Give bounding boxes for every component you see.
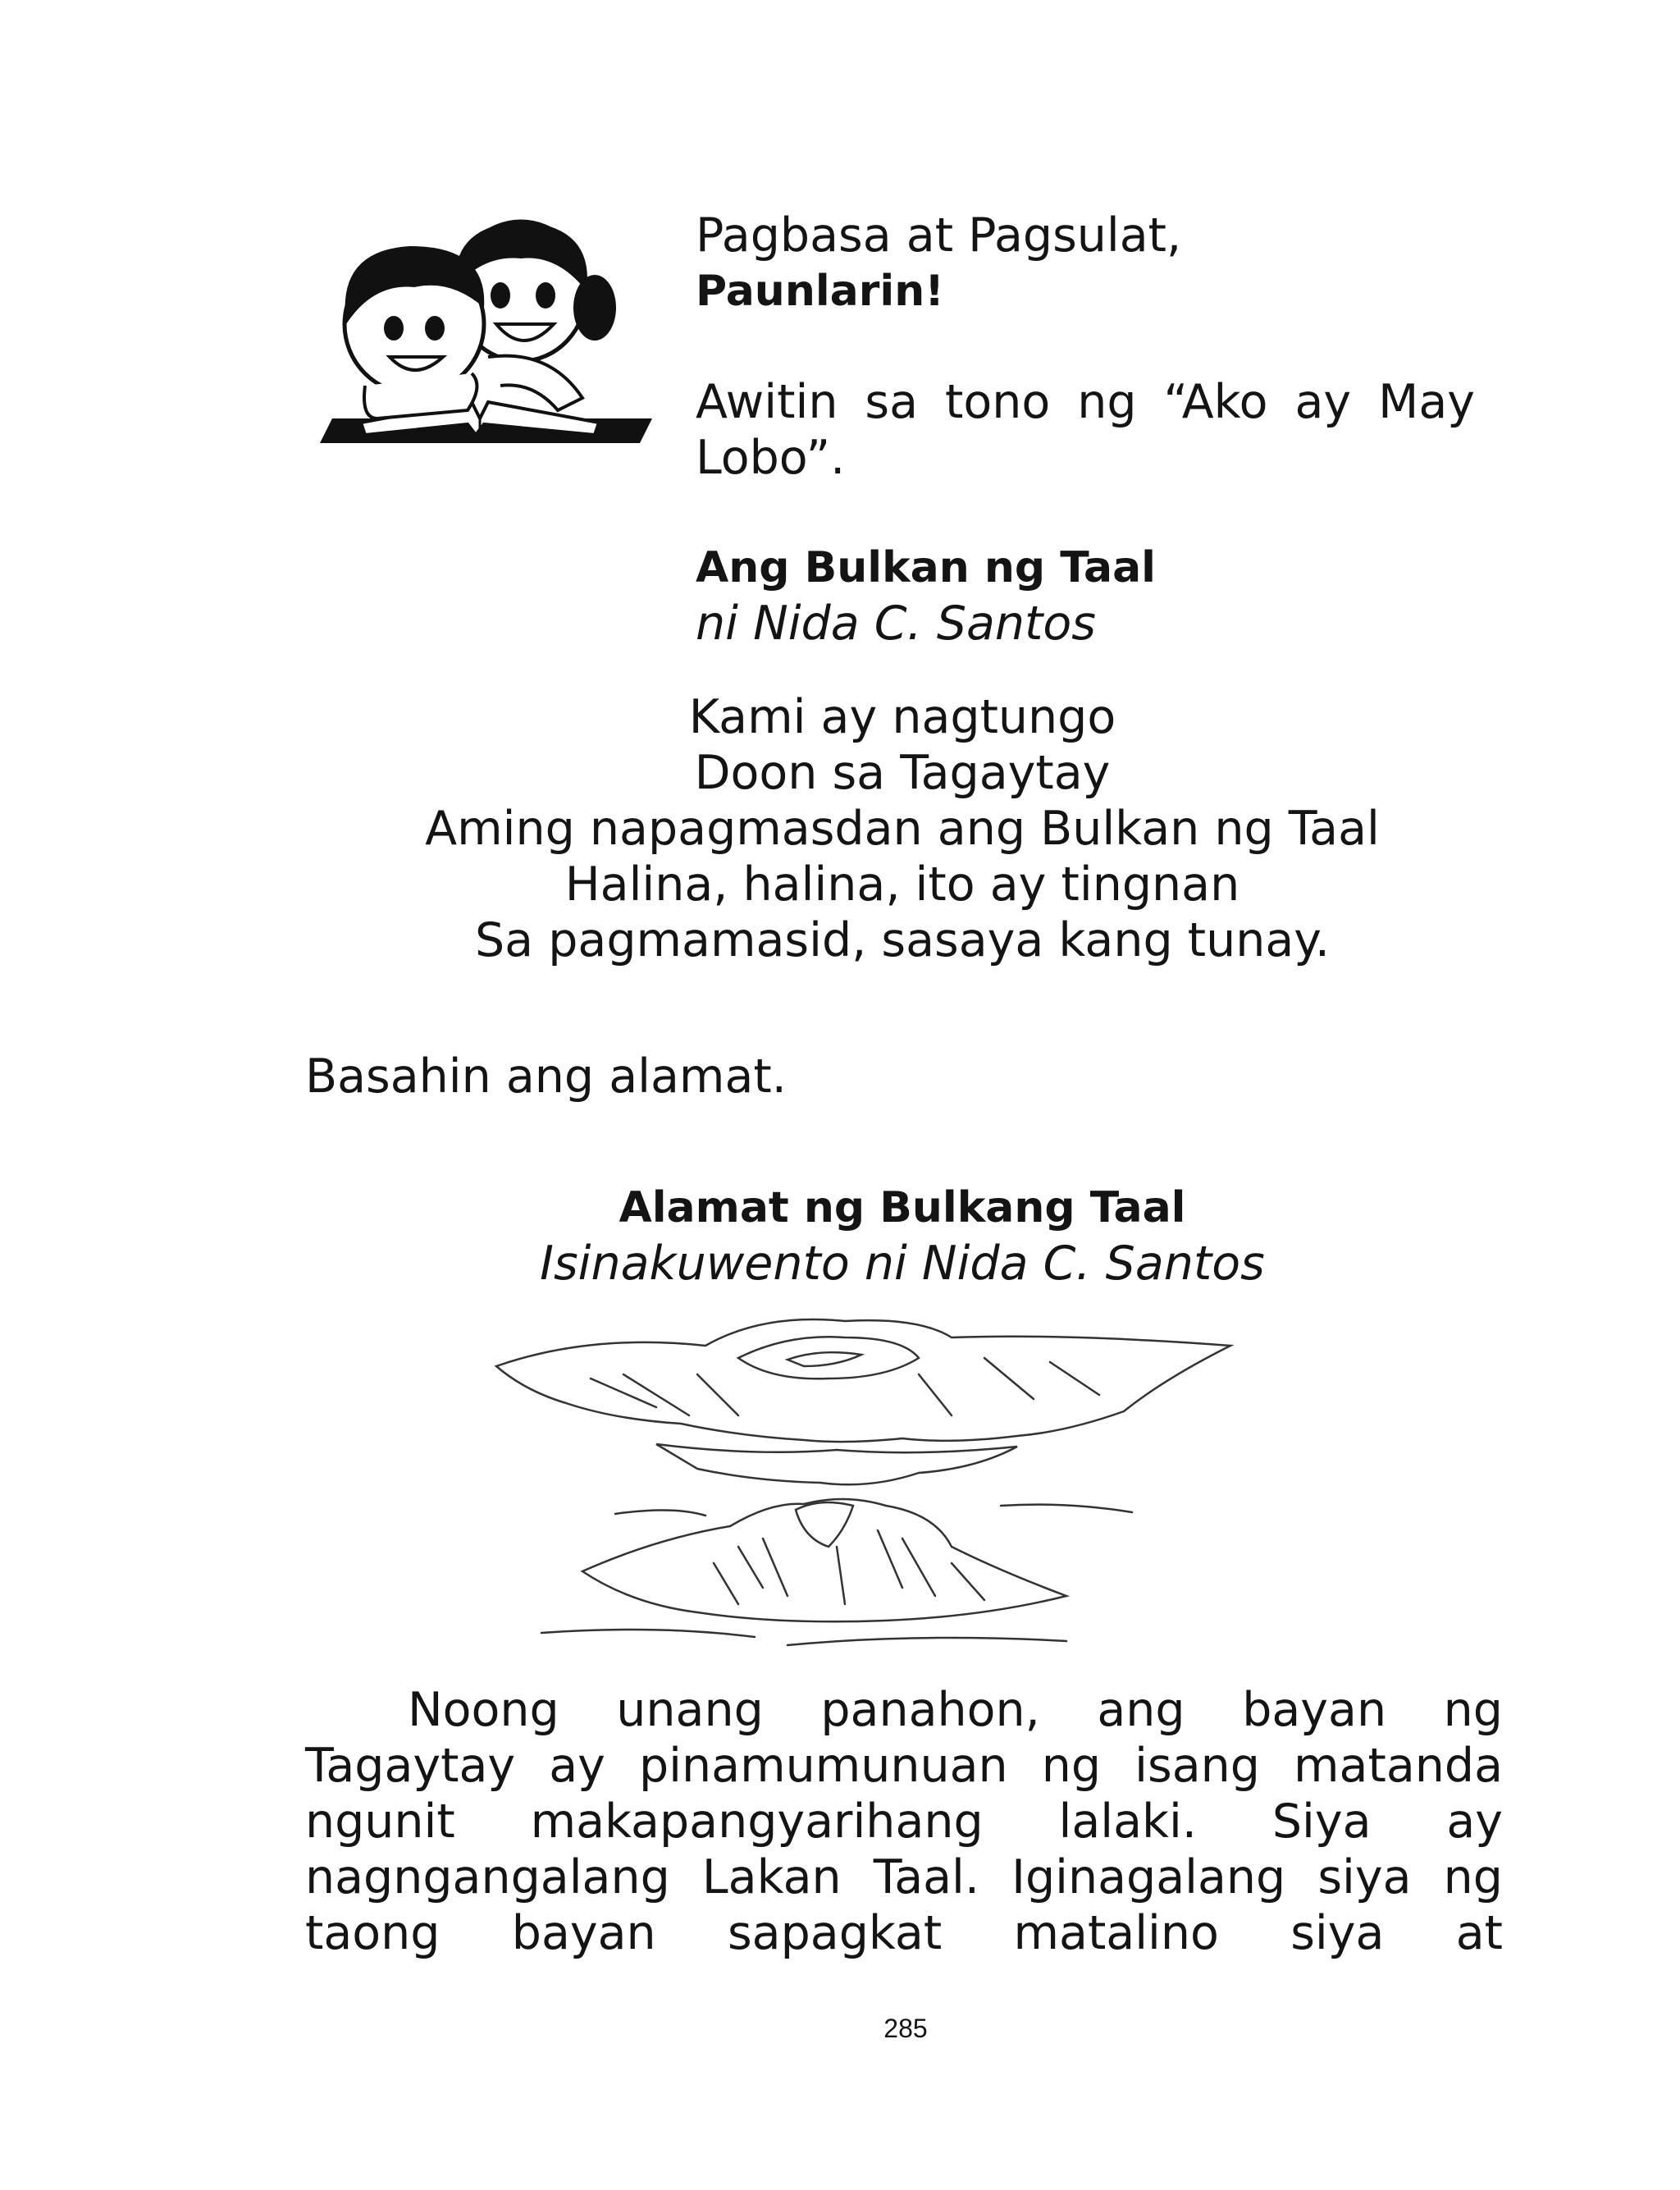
- song-lyrics: [328, 689, 1477, 968]
- song-instruction-line2: Lobo”.: [696, 431, 846, 485]
- song-author: ni Nida C. Santos: [696, 597, 1096, 651]
- paragraph-line: Tagaytay ay pinamumunuan ng isang matanda: [305, 1739, 1503, 1793]
- lyric-line: Kami ay nagtungo: [688, 690, 1116, 744]
- header: [696, 208, 1181, 319]
- paragraph-line: nagngangalang Lakan Taal. Iginagalang siya ng: [305, 1850, 1503, 1904]
- paragraph-line: ngunit makapangyarihang lalaki. Siya ay: [305, 1795, 1503, 1849]
- taal-volcano-illustration: [492, 1301, 1247, 1653]
- legend-title: Alamat ng Bulkang Taal: [619, 1183, 1186, 1232]
- lyric-line: Halina, halina, ito ay tingnan: [564, 857, 1240, 912]
- page-number: 285: [883, 2014, 928, 2043]
- read-instruction: Basahin ang alamat.: [305, 1049, 787, 1104]
- legend-heading: [328, 1180, 1477, 1292]
- paragraph-line: Noong unang panahon, ang bayan ng: [408, 1683, 1503, 1737]
- legend-paragraph: [305, 1682, 1503, 1961]
- paragraph-line: taong bayan sapagkat matalino siya at: [305, 1906, 1503, 1960]
- song-instruction-line1: Awitin sa tono ng “Ako ay May: [696, 375, 1475, 429]
- legend-author: Isinakuwento ni Nida C. Santos: [540, 1237, 1265, 1291]
- lyric-line: Doon sa Tagaytay: [694, 746, 1111, 800]
- header-line1: Pagbasa at Pagsulat,: [696, 208, 1182, 263]
- song-instruction: [696, 374, 1475, 486]
- lyric-line: Aming napagmasdan ang Bulkan ng Taal: [425, 802, 1380, 856]
- lyric-line: Sa pagmamasid, sasaya kang tunay.: [474, 913, 1331, 967]
- header-line2: Paunlarin!: [696, 267, 944, 316]
- children-reading-illustration: [312, 209, 656, 455]
- song-heading: [696, 540, 1156, 652]
- song-title: Ang Bulkan ng Taal: [696, 543, 1156, 592]
